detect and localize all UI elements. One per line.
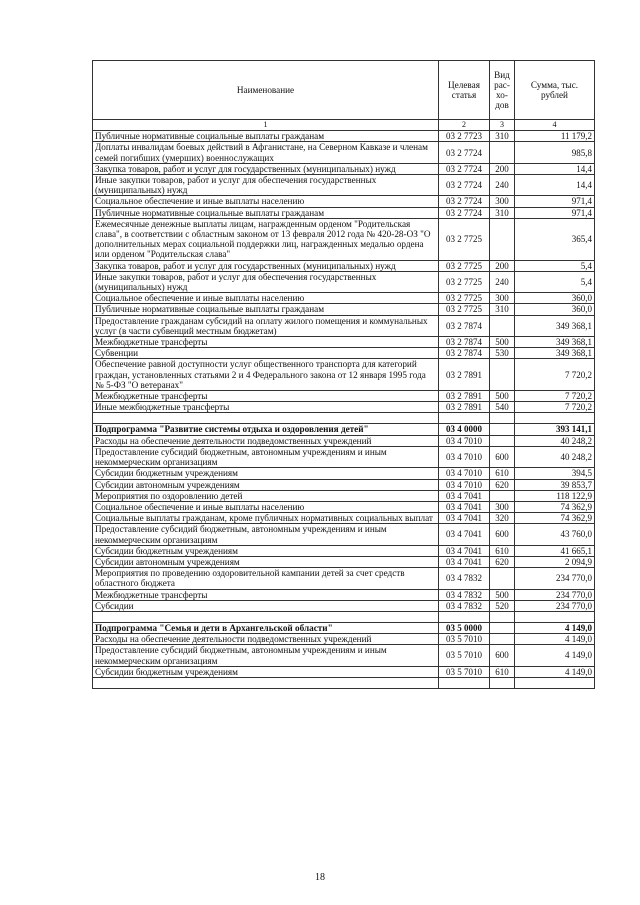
header-target-article: Целевая статья bbox=[439, 61, 490, 120]
row-amount: 40 248,2 bbox=[515, 435, 595, 446]
row-expense-kind: 610 bbox=[490, 545, 515, 556]
row-amount: 234 770,0 bbox=[515, 568, 595, 589]
row-target-article: 03 5 7010 bbox=[439, 634, 490, 645]
row-name: Расходы на обеспечение деятельности подведомственных учреждений bbox=[93, 634, 439, 645]
row-name: Подпрограмма "Развитие системы отдыха и оздоровления детей" bbox=[93, 424, 439, 435]
row-amount: 360,0 bbox=[515, 304, 595, 315]
row-amount: 7 720,2 bbox=[515, 359, 595, 391]
row-name: Предоставление субсидий бюджетным, автономным учреждениям и иным некоммерческим организациям bbox=[93, 645, 439, 666]
table-row bbox=[93, 634, 595, 645]
table-row bbox=[93, 568, 595, 589]
row-expense-kind: 600 bbox=[490, 446, 515, 467]
row-target-article: 03 4 7832 bbox=[439, 568, 490, 589]
row-amount: 349 368,1 bbox=[515, 315, 595, 336]
row-name: Социальное обеспечение и иные выплаты населению bbox=[93, 196, 439, 207]
row-target-article: 03 2 7891 bbox=[439, 391, 490, 402]
row-target-article: 03 2 7724 bbox=[439, 196, 490, 207]
row-name: Мероприятия по оздоровлению детей bbox=[93, 490, 439, 501]
row-name: Субвенции bbox=[93, 348, 439, 359]
header-expense-kind: Вид рас-хо-дов bbox=[490, 61, 515, 120]
row-target-article: 03 2 7725 bbox=[439, 260, 490, 271]
row-amount: 4 149,0 bbox=[515, 622, 595, 633]
row-expense-kind: 300 bbox=[490, 501, 515, 512]
row-expense-kind: 620 bbox=[490, 556, 515, 567]
subprogram-row bbox=[93, 424, 595, 435]
spacer-row bbox=[93, 677, 595, 688]
row-amount: 7 720,2 bbox=[515, 391, 595, 402]
row-target-article: 03 2 7724 bbox=[439, 142, 490, 163]
table-row bbox=[93, 163, 595, 174]
row-expense-kind: 500 bbox=[490, 391, 515, 402]
row-expense-kind: 200 bbox=[490, 260, 515, 271]
row-name: Доплаты инвалидам боевых действий в Афганистане, на Северном Кавказе и членам семей погибших (умерших) военнослужащих bbox=[93, 142, 439, 163]
row-expense-kind: 540 bbox=[490, 402, 515, 413]
row-name: Иные закупки товаров, работ и услуг для обеспечения государственных (муниципальных) нужд bbox=[93, 175, 439, 196]
row-target-article: 03 2 7891 bbox=[439, 359, 490, 391]
row-target-article: 03 2 7723 bbox=[439, 131, 490, 142]
spacer-cell bbox=[439, 413, 490, 424]
row-target-article: 03 4 7041 bbox=[439, 490, 490, 501]
row-amount: 74 362,9 bbox=[515, 513, 595, 524]
row-target-article: 03 2 7891 bbox=[439, 402, 490, 413]
row-expense-kind: 300 bbox=[490, 293, 515, 304]
row-expense-kind bbox=[490, 142, 515, 163]
table-row bbox=[93, 545, 595, 556]
row-target-article: 03 4 0000 bbox=[439, 424, 490, 435]
row-amount: 40 248,2 bbox=[515, 446, 595, 467]
row-target-article: 03 4 7010 bbox=[439, 446, 490, 467]
table-row bbox=[93, 391, 595, 402]
row-expense-kind: 530 bbox=[490, 348, 515, 359]
row-amount: 14,4 bbox=[515, 163, 595, 174]
row-amount: 4 149,0 bbox=[515, 634, 595, 645]
row-name: Субсидии автономным учреждениям bbox=[93, 556, 439, 567]
column-number-4: 4 bbox=[515, 120, 595, 131]
column-number-3: 3 bbox=[490, 120, 515, 131]
row-target-article: 03 2 7725 bbox=[439, 293, 490, 304]
row-expense-kind: 200 bbox=[490, 163, 515, 174]
row-name: Мероприятия по проведению оздоровительной кампании детей за счет средств областного бюджета bbox=[93, 568, 439, 589]
row-name: Закупка товаров, работ и услуг для государственных (муниципальных) нужд bbox=[93, 260, 439, 271]
row-expense-kind: 240 bbox=[490, 271, 515, 292]
row-amount: 393 141,1 bbox=[515, 424, 595, 435]
row-target-article: 03 2 7725 bbox=[439, 271, 490, 292]
spacer-cell bbox=[515, 677, 595, 688]
row-target-article: 03 4 7041 bbox=[439, 545, 490, 556]
row-name: Субсидии bbox=[93, 600, 439, 611]
column-number-2: 2 bbox=[439, 120, 490, 131]
table-row bbox=[93, 556, 595, 567]
row-target-article: 03 5 0000 bbox=[439, 622, 490, 633]
table-row bbox=[93, 196, 595, 207]
row-name: Субсидии автономным учреждениям bbox=[93, 479, 439, 490]
row-name: Ежемесячные денежные выплаты лицам, награжденным орденом "Родительская слава", в соответствии с областным законом от 13 февраля 2012 года № 420-28-ОЗ "О дополнительных мерах социальной поддержки лиц, награжденных медалью ордена или орденом "Родительская слава" bbox=[93, 218, 439, 260]
row-expense-kind: 500 bbox=[490, 337, 515, 348]
row-amount: 5,4 bbox=[515, 260, 595, 271]
row-target-article: 03 4 7041 bbox=[439, 556, 490, 567]
row-amount: 349 368,1 bbox=[515, 337, 595, 348]
table-row bbox=[93, 501, 595, 512]
spacer-cell bbox=[93, 677, 439, 688]
table-row bbox=[93, 260, 595, 271]
row-expense-kind bbox=[490, 315, 515, 336]
row-expense-kind: 610 bbox=[490, 666, 515, 677]
row-expense-kind: 620 bbox=[490, 479, 515, 490]
row-expense-kind: 310 bbox=[490, 207, 515, 218]
row-amount: 118 122,9 bbox=[515, 490, 595, 501]
row-target-article: 03 2 7724 bbox=[439, 175, 490, 196]
table-row bbox=[93, 666, 595, 677]
row-expense-kind bbox=[490, 622, 515, 633]
spacer-cell bbox=[439, 611, 490, 622]
row-expense-kind: 600 bbox=[490, 645, 515, 666]
table-row bbox=[93, 446, 595, 467]
row-name: Субсидии бюджетным учреждениям bbox=[93, 545, 439, 556]
table-row bbox=[93, 468, 595, 479]
row-amount: 11 179,2 bbox=[515, 131, 595, 142]
row-amount: 39 853,7 bbox=[515, 479, 595, 490]
row-name: Социальное обеспечение и иные выплаты населению bbox=[93, 293, 439, 304]
spacer-cell bbox=[490, 677, 515, 688]
row-amount: 349 368,1 bbox=[515, 348, 595, 359]
row-amount: 74 362,9 bbox=[515, 501, 595, 512]
budget-table bbox=[92, 60, 595, 689]
row-name: Межбюджетные трансферты bbox=[93, 589, 439, 600]
row-amount: 234 770,0 bbox=[515, 600, 595, 611]
spacer-cell bbox=[490, 611, 515, 622]
spacer-cell bbox=[93, 413, 439, 424]
row-expense-kind: 520 bbox=[490, 600, 515, 611]
row-name: Предоставление субсидий бюджетным, автономным учреждениям и иным некоммерческим организациям bbox=[93, 446, 439, 467]
table-row bbox=[93, 131, 595, 142]
row-target-article: 03 4 7041 bbox=[439, 524, 490, 545]
row-name: Межбюджетные трансферты bbox=[93, 391, 439, 402]
row-name: Иные межбюджетные трансферты bbox=[93, 402, 439, 413]
table-row bbox=[93, 359, 595, 391]
row-amount: 41 665,1 bbox=[515, 545, 595, 556]
row-target-article: 03 2 7874 bbox=[439, 315, 490, 336]
row-expense-kind bbox=[490, 359, 515, 391]
row-target-article: 03 4 7041 bbox=[439, 513, 490, 524]
row-expense-kind: 320 bbox=[490, 513, 515, 524]
row-name: Предоставление гражданам субсидий на оплату жилого помещения и коммунальных услуг (в части субвенций местным бюджетам) bbox=[93, 315, 439, 336]
row-amount: 985,8 bbox=[515, 142, 595, 163]
row-name: Предоставление субсидий бюджетным, автономным учреждениям и иным некоммерческим организациям bbox=[93, 524, 439, 545]
column-number-row bbox=[93, 120, 595, 131]
row-target-article: 03 5 7010 bbox=[439, 645, 490, 666]
row-amount: 971,4 bbox=[515, 196, 595, 207]
table-row bbox=[93, 337, 595, 348]
spacer-cell bbox=[439, 677, 490, 688]
table-row bbox=[93, 207, 595, 218]
row-expense-kind bbox=[490, 568, 515, 589]
row-amount: 2 094,9 bbox=[515, 556, 595, 567]
spacer-cell bbox=[515, 611, 595, 622]
row-target-article: 03 4 7010 bbox=[439, 468, 490, 479]
row-amount: 4 149,0 bbox=[515, 666, 595, 677]
row-amount: 43 760,0 bbox=[515, 524, 595, 545]
row-expense-kind: 500 bbox=[490, 589, 515, 600]
table-row bbox=[93, 271, 595, 292]
column-number-1: 1 bbox=[93, 120, 439, 131]
row-name: Публичные нормативные социальные выплаты гражданам bbox=[93, 131, 439, 142]
spacer-cell bbox=[490, 413, 515, 424]
spacer-cell bbox=[93, 611, 439, 622]
row-amount: 5,4 bbox=[515, 271, 595, 292]
row-target-article: 03 2 7874 bbox=[439, 348, 490, 359]
row-name: Расходы на обеспечение деятельности подведомственных учреждений bbox=[93, 435, 439, 446]
row-amount: 360,0 bbox=[515, 293, 595, 304]
row-amount: 14,4 bbox=[515, 175, 595, 196]
row-target-article: 03 4 7832 bbox=[439, 600, 490, 611]
row-name: Субсидии бюджетным учреждениям bbox=[93, 468, 439, 479]
row-name: Социальное обеспечение и иные выплаты населению bbox=[93, 501, 439, 512]
table-row bbox=[93, 304, 595, 315]
row-target-article: 03 2 7724 bbox=[439, 207, 490, 218]
row-expense-kind: 240 bbox=[490, 175, 515, 196]
table-row bbox=[93, 490, 595, 501]
budget-table-sheet bbox=[92, 60, 594, 689]
table-row bbox=[93, 600, 595, 611]
row-target-article: 03 2 7725 bbox=[439, 304, 490, 315]
header-name: Наименование bbox=[93, 61, 439, 120]
row-amount: 971,4 bbox=[515, 207, 595, 218]
row-name: Закупка товаров, работ и услуг для государственных (муниципальных) нужд bbox=[93, 163, 439, 174]
row-amount: 7 720,2 bbox=[515, 402, 595, 413]
row-target-article: 03 2 7874 bbox=[439, 337, 490, 348]
page-number: 18 bbox=[315, 872, 325, 883]
table-row bbox=[93, 513, 595, 524]
row-target-article: 03 4 7041 bbox=[439, 501, 490, 512]
row-expense-kind bbox=[490, 218, 515, 260]
row-name: Иные закупки товаров, работ и услуг для обеспечения государственных (муниципальных) нужд bbox=[93, 271, 439, 292]
table-row bbox=[93, 315, 595, 336]
table-row bbox=[93, 218, 595, 260]
row-amount: 365,4 bbox=[515, 218, 595, 260]
row-expense-kind: 310 bbox=[490, 304, 515, 315]
row-expense-kind: 310 bbox=[490, 131, 515, 142]
row-name: Социальные выплаты гражданам, кроме публичных нормативных социальных выплат bbox=[93, 513, 439, 524]
subprogram-row bbox=[93, 622, 595, 633]
table-row bbox=[93, 645, 595, 666]
table-row bbox=[93, 293, 595, 304]
row-amount: 394,5 bbox=[515, 468, 595, 479]
table-row bbox=[93, 142, 595, 163]
row-name: Обеспечение равной доступности услуг общественного транспорта для категорий граждан, установленных статьями 2 и 4 Федерального закона от 12 января 1995 года № 5-ФЗ "О ветеранах" bbox=[93, 359, 439, 391]
row-name: Субсидии бюджетным учреждениям bbox=[93, 666, 439, 677]
row-expense-kind: 300 bbox=[490, 196, 515, 207]
row-target-article: 03 4 7010 bbox=[439, 435, 490, 446]
row-target-article: 03 2 7725 bbox=[439, 218, 490, 260]
row-target-article: 03 4 7832 bbox=[439, 589, 490, 600]
row-name: Публичные нормативные социальные выплаты гражданам bbox=[93, 304, 439, 315]
spacer-row bbox=[93, 413, 595, 424]
row-name: Публичные нормативные социальные выплаты гражданам bbox=[93, 207, 439, 218]
table-row bbox=[93, 524, 595, 545]
row-expense-kind: 600 bbox=[490, 524, 515, 545]
row-target-article: 03 4 7010 bbox=[439, 479, 490, 490]
row-expense-kind bbox=[490, 634, 515, 645]
spacer-row bbox=[93, 611, 595, 622]
row-expense-kind bbox=[490, 490, 515, 501]
row-target-article: 03 5 7010 bbox=[439, 666, 490, 677]
header-sum: Сумма, тыс. рублей bbox=[515, 61, 595, 120]
row-expense-kind bbox=[490, 424, 515, 435]
row-amount: 234 770,0 bbox=[515, 589, 595, 600]
row-name: Межбюджетные трансферты bbox=[93, 337, 439, 348]
row-expense-kind bbox=[490, 435, 515, 446]
row-target-article: 03 2 7724 bbox=[439, 163, 490, 174]
row-expense-kind: 610 bbox=[490, 468, 515, 479]
table-row bbox=[93, 435, 595, 446]
table-row bbox=[93, 175, 595, 196]
row-amount: 4 149,0 bbox=[515, 645, 595, 666]
table-row bbox=[93, 402, 595, 413]
table-header-row bbox=[93, 61, 595, 120]
row-name: Подпрограмма "Семья и дети в Архангельской области" bbox=[93, 622, 439, 633]
spacer-cell bbox=[515, 413, 595, 424]
table-row bbox=[93, 348, 595, 359]
table-row bbox=[93, 589, 595, 600]
table-row bbox=[93, 479, 595, 490]
